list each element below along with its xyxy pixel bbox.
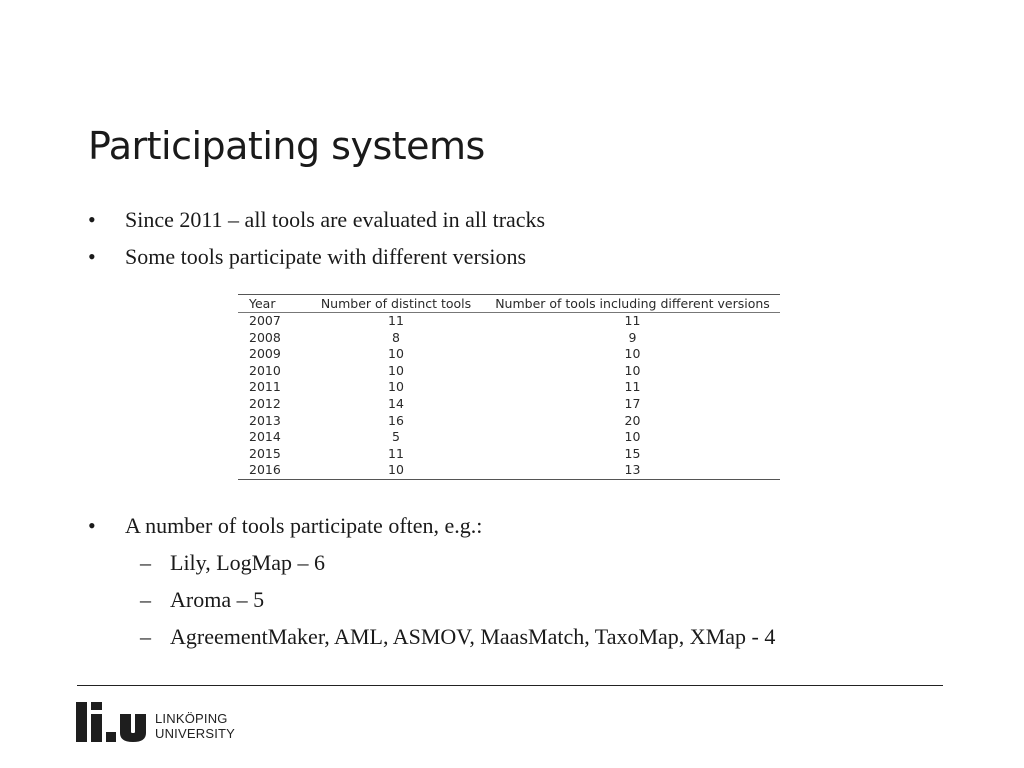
slide-title: Participating systems	[88, 124, 485, 168]
header-year: Year	[249, 296, 276, 311]
cell-year: 2016	[249, 462, 281, 478]
cell-year: 2008	[249, 329, 281, 345]
table-body	[238, 313, 780, 480]
header-tools-versions: Number of tools including different versions	[495, 296, 770, 311]
cell-year: 2009	[249, 346, 281, 362]
participation-table-wrapper	[238, 294, 780, 480]
cell-year: 2011	[249, 379, 281, 395]
table-row	[238, 346, 780, 363]
cell-tools-versions: 13	[624, 462, 641, 478]
cell-tools-versions: 20	[624, 412, 641, 428]
cell-distinct-tools: 10	[388, 379, 404, 395]
cell-distinct-tools: 10	[388, 362, 404, 378]
table-header-row	[238, 295, 780, 313]
sub-bullet-text: Lily, LogMap – 6	[170, 550, 325, 575]
table-row	[238, 429, 780, 446]
cell-distinct-tools: 14	[388, 395, 404, 411]
footer-divider	[77, 685, 943, 686]
cell-tools-versions: 11	[624, 379, 641, 395]
cell-year: 2014	[249, 429, 281, 445]
sub-bullet-text: AgreementMaker, AML, ASMOV, MaasMatch, TaxoMap, XMap - 4	[170, 624, 776, 649]
bullet-marker: •	[88, 244, 96, 269]
cell-tools-versions: 10	[624, 346, 641, 362]
logo-wordmark	[155, 711, 235, 741]
cell-year: 2012	[249, 395, 281, 411]
cell-tools-versions: 11	[624, 313, 641, 328]
bullet-text: Some tools participate with different versions	[125, 244, 527, 269]
table-row	[238, 462, 780, 479]
table-row	[238, 379, 780, 396]
cell-distinct-tools: 8	[392, 329, 400, 345]
cell-tools-versions: 10	[624, 429, 641, 445]
liu-logo-icon	[76, 702, 150, 742]
cell-distinct-tools: 10	[388, 346, 404, 362]
bullet-marker: •	[88, 513, 96, 538]
sub-bullet-marker: –	[140, 624, 151, 649]
cell-year: 2007	[249, 313, 281, 328]
cell-year: 2010	[249, 362, 281, 378]
cell-tools-versions: 10	[624, 362, 641, 378]
cell-tools-versions: 9	[628, 329, 637, 345]
bullet-text: Since 2011 – all tools are evaluated in all tracks	[125, 207, 546, 232]
cell-distinct-tools: 16	[388, 412, 404, 428]
sub-bullet-marker: –	[140, 587, 151, 612]
header-distinct-tools: Number of distinct tools	[320, 296, 472, 311]
table-row	[238, 446, 780, 463]
cell-distinct-tools: 10	[388, 462, 404, 478]
bullet-text: A number of tools participate often, e.g.:	[125, 513, 483, 538]
bullet-marker: •	[88, 207, 96, 232]
cell-distinct-tools: 11	[388, 445, 404, 461]
cell-distinct-tools: 11	[388, 313, 404, 328]
sub-bullet-text: Aroma – 5	[170, 587, 265, 612]
table-row	[238, 330, 780, 347]
table-row	[238, 396, 780, 413]
cell-year: 2015	[249, 445, 281, 461]
cell-year: 2013	[249, 412, 281, 428]
logo-line-2: UNIVERSITY	[155, 726, 236, 741]
table-row	[238, 363, 780, 380]
cell-distinct-tools: 5	[392, 429, 400, 445]
sub-bullet-marker: –	[140, 550, 151, 575]
cell-tools-versions: 15	[624, 445, 641, 461]
logo-line-1: LINKÖPING	[155, 711, 228, 726]
cell-tools-versions: 17	[624, 395, 641, 411]
table-row	[238, 313, 780, 330]
table-row	[238, 413, 780, 430]
participation-table	[238, 294, 780, 480]
